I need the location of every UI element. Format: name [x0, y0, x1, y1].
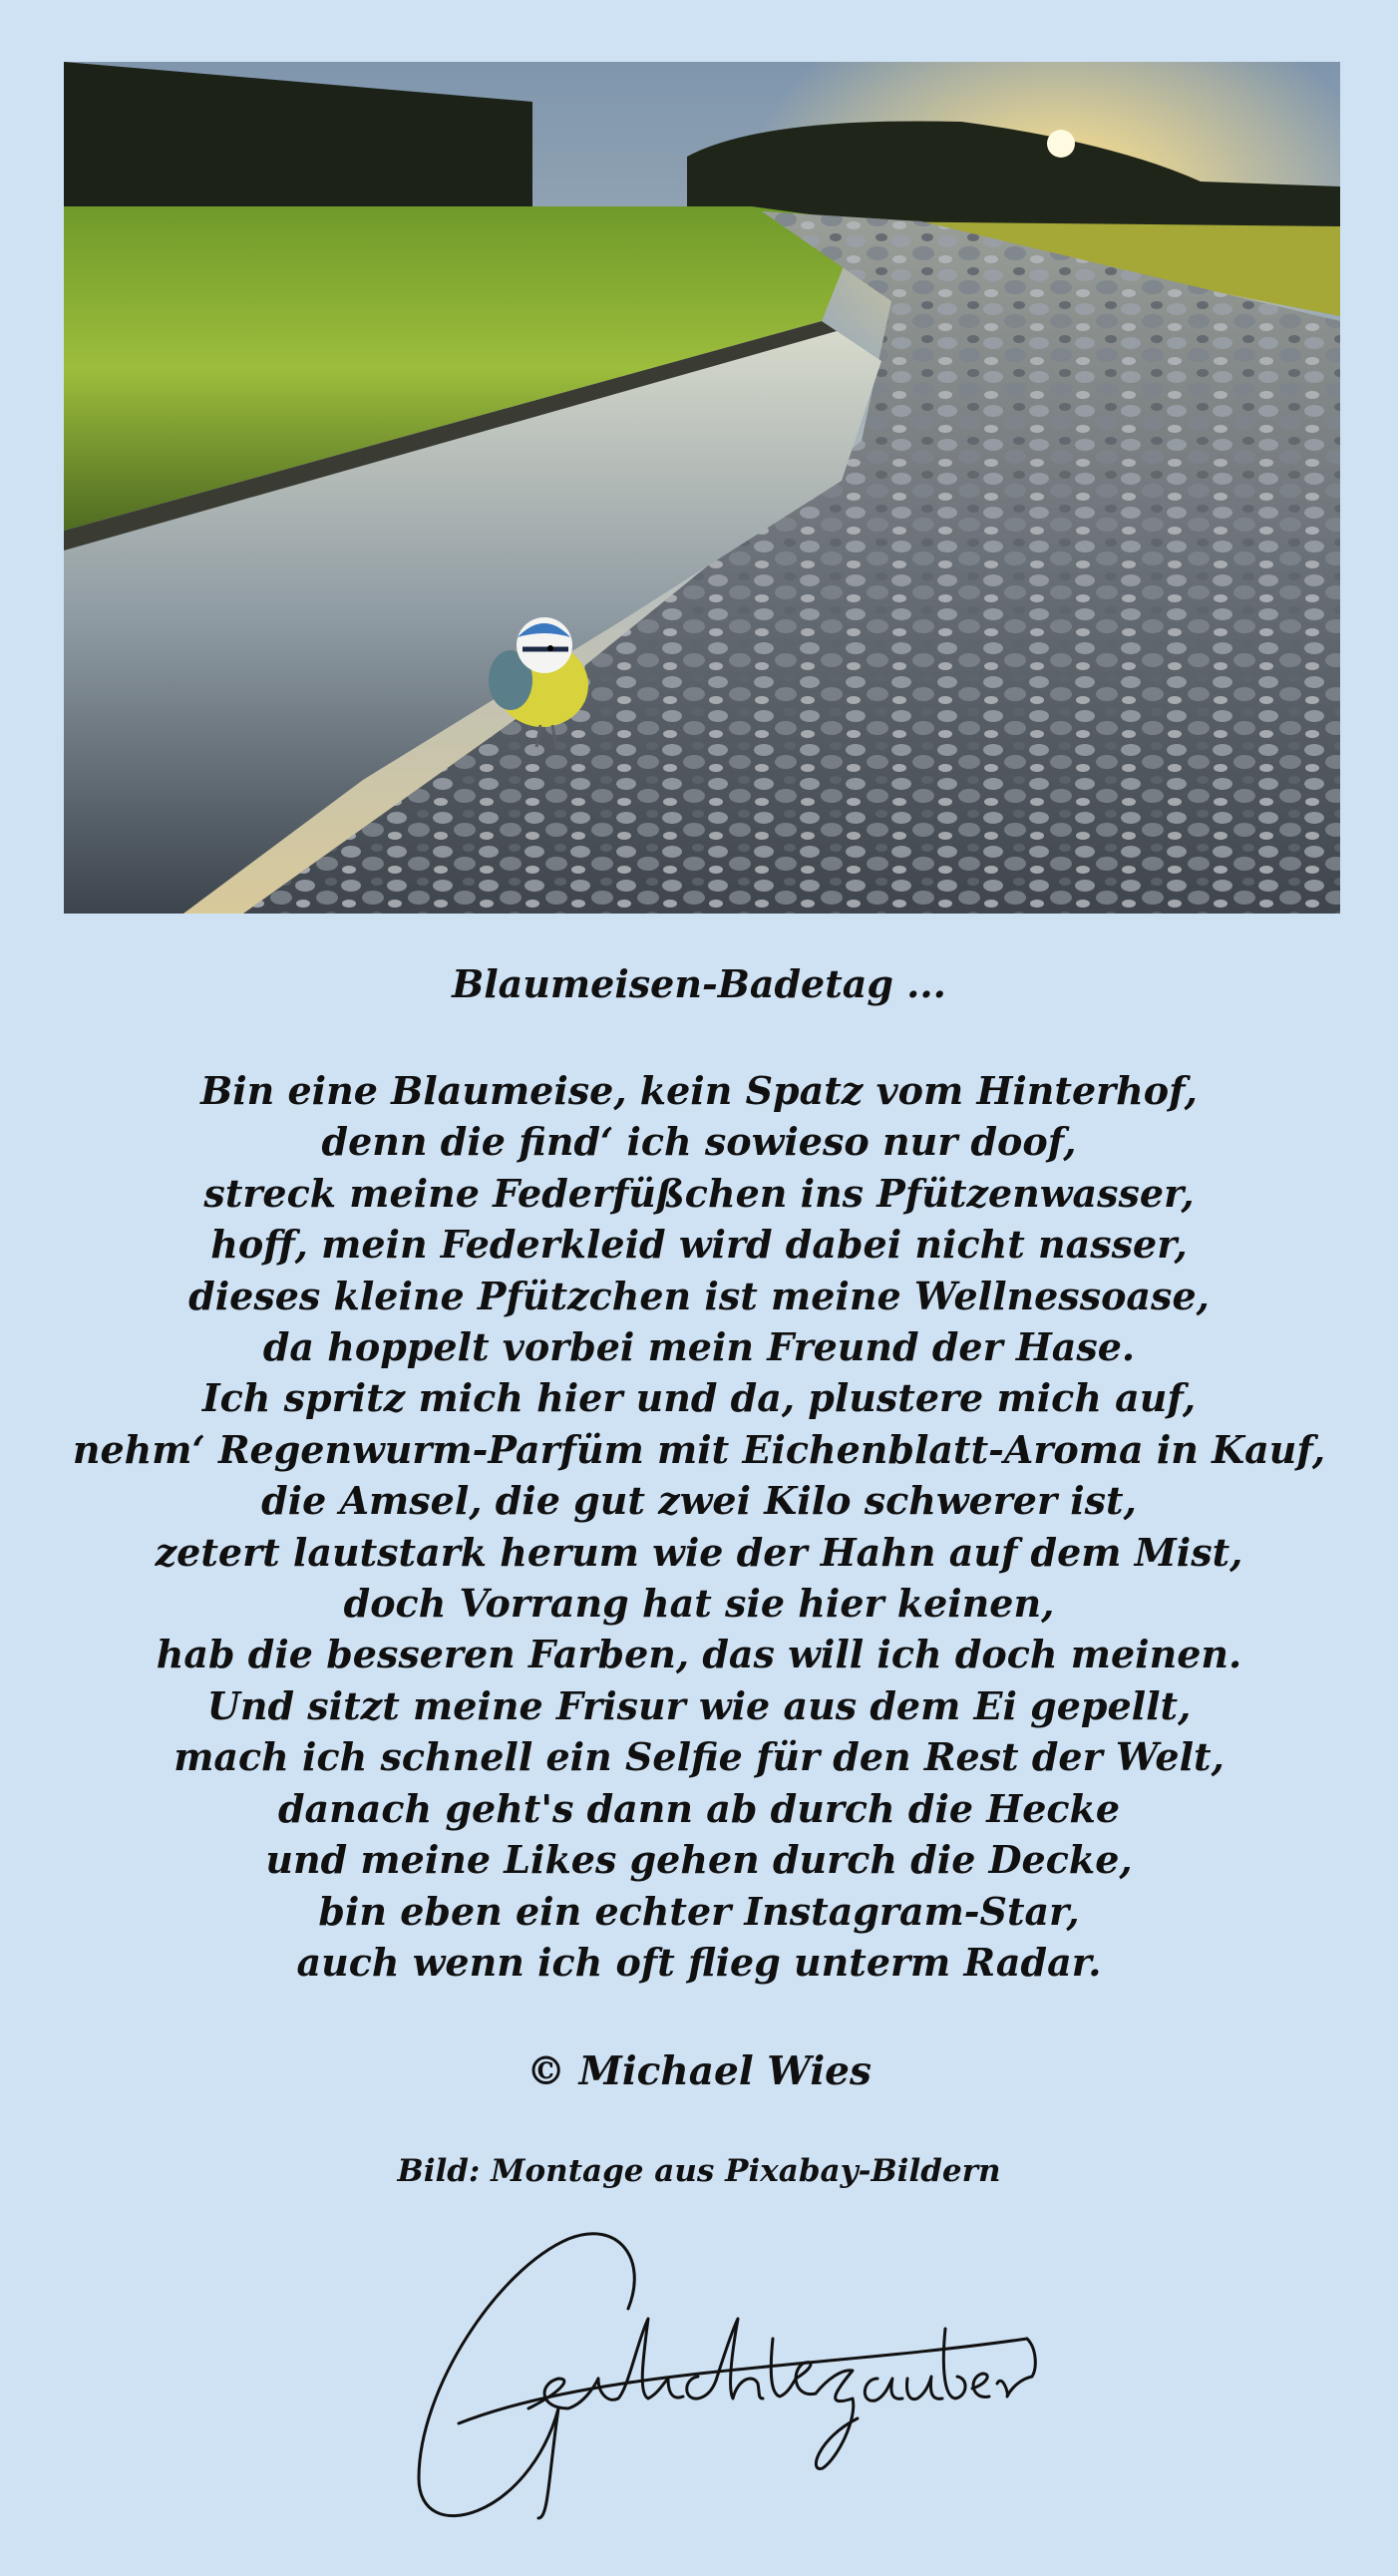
- poem-line: da hoppelt vorbei mein Freund der Hase.: [262, 1324, 1136, 1370]
- poem-line: zetert lautstark herum wie der Hahn auf dem Mist,: [155, 1529, 1243, 1575]
- poem-line: denn die find‘ ich sowieso nur doof,: [321, 1119, 1077, 1165]
- poem-line: und meine Likes gehen durch die Decke,: [265, 1837, 1133, 1883]
- poem-line: Bin eine Blaumeise, kein Spatz vom Hinterhof,: [200, 1068, 1198, 1113]
- poem-line: auch wenn ich oft flieg unterm Radar.: [296, 1939, 1102, 1985]
- poem-title: Blaumeisen-Badetag ...: [452, 961, 946, 1006]
- poem-line: nehm‘ Regenwurm-Parfüm mit Eichenblatt-Aroma in Kauf,: [72, 1426, 1326, 1472]
- poem-body: [0, 1065, 1398, 1988]
- poem-line: hoff, mein Federkleid wird dabei nicht nasser,: [210, 1222, 1188, 1268]
- poem-line: doch Vorrang hat sie hier keinen,: [343, 1581, 1055, 1627]
- image-credit: Bild: Montage aus Pixabay-Bildern: [397, 2153, 1001, 2189]
- poem-line: dieses kleine Pfützchen ist meine Wellnessoase,: [188, 1273, 1210, 1318]
- poem-line: hab die besseren Farben, das will ich doch meinen.: [156, 1632, 1242, 1677]
- header-photo: [64, 62, 1340, 914]
- poem-line: Und sitzt meine Frisur wie aus dem Ei gepellt,: [206, 1682, 1192, 1728]
- poem-line: Ich spritz mich hier und da, plustere mich auf,: [201, 1375, 1197, 1421]
- copyright-author: © Michael Wies: [526, 2048, 872, 2094]
- poem-line: mach ich schnell ein Selfie für den Rest der Welt,: [174, 1734, 1224, 1780]
- poem-line: die Amsel, die gut zwei Kilo schwerer ist,: [261, 1478, 1137, 1524]
- signature-logo: [399, 2219, 1047, 2538]
- poem-line: danach geht's dann ab durch die Hecke: [277, 1785, 1121, 1831]
- poem-line: streck meine Federfüßchen ins Pfützenwasser,: [203, 1170, 1195, 1216]
- poem-line: bin eben ein echter Instagram-Star,: [318, 1888, 1080, 1934]
